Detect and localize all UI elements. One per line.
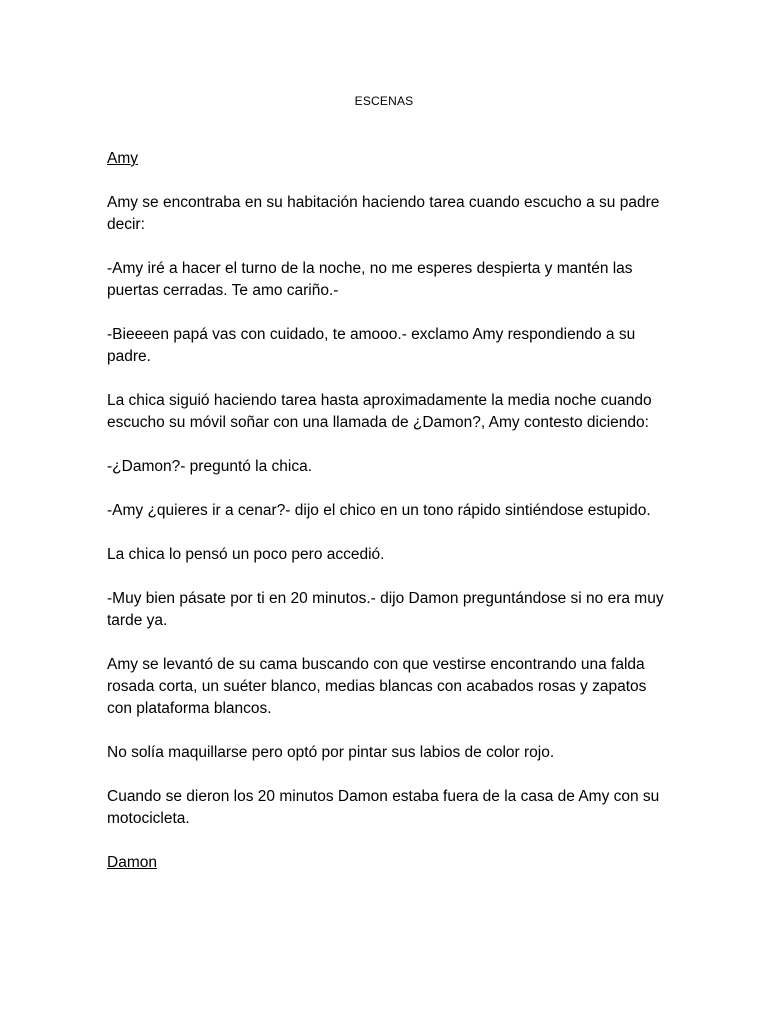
paragraph-10: No solía maquillarse pero optó por pintar sus labios de color rojo. (107, 744, 555, 761)
paragraph-1: Amy se encontraba en su habitación haciendo tarea cuando escucho a su padre decir: (107, 194, 660, 233)
document-body (107, 148, 672, 896)
paragraph-2: -Amy iré a hacer el turno de la noche, no me esperes despierta y mantén las puertas cerradas. Te amo cariño.- (107, 260, 633, 299)
paragraph-6: -Amy ¿quieres ir a cenar?- dijo el chico en un tono rápido sintiéndose estupido. (107, 502, 651, 519)
paragraph-5: -¿Damon?- preguntó la chica. (107, 458, 313, 475)
paragraph-3: -Bieeeen papá vas con cuidado, te amooo.- exclamo Amy respondiendo a su padre. (107, 326, 636, 365)
section-heading-damon: Damon (107, 854, 157, 871)
paragraph-7: La chica lo pensó un poco pero accedió. (107, 546, 385, 563)
paragraph-8: -Muy bien pásate por ti en 20 minutos.- dijo Damon preguntándose si no era muy tarde ya. (107, 590, 664, 629)
paragraph-11: Cuando se dieron los 20 minutos Damon estaba fuera de la casa de Amy con su motocicleta. (107, 788, 660, 827)
paragraph-9: Amy se levantó de su cama buscando con que vestirse encontrando una falda rosada corta, un suéter blanco, medias blancas con acabados rosas y zapatos con plataforma blancos. (107, 656, 647, 717)
document-title: ESCENAS (354, 94, 414, 108)
paragraph-4: La chica siguió haciendo tarea hasta aproximadamente la media noche cuando escucho su móvil soñar con una llamada de ¿Damon?, Amy contesto diciendo: (107, 392, 652, 431)
section-heading-amy: Amy (107, 150, 138, 167)
